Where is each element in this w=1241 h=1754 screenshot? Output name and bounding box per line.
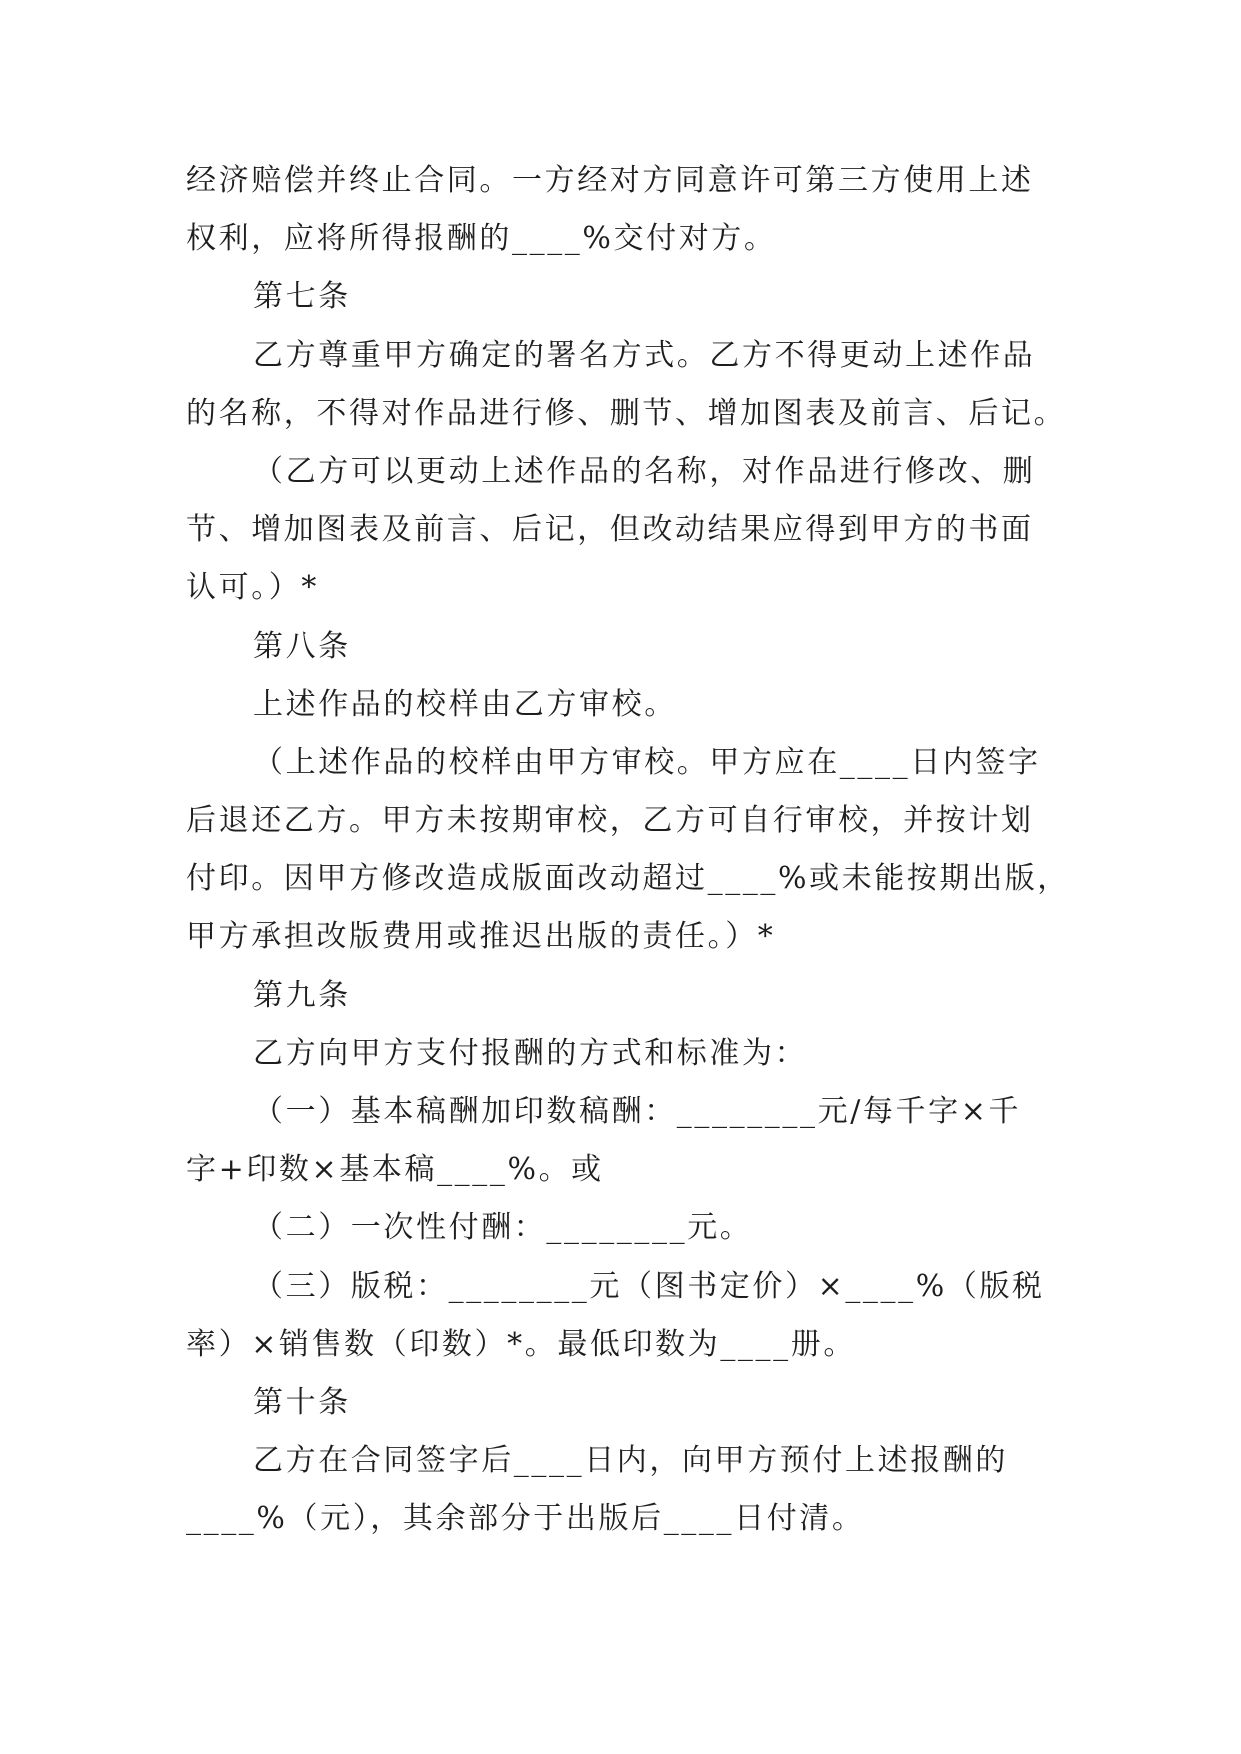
text-line: 率）×销售数（印数）*。最低印数为____册。 xyxy=(186,1326,856,1362)
text-line: 乙方尊重甲方确定的署名方式。乙方不得更动上述作品 xyxy=(253,337,1036,373)
text-line: 甲方承担改版费用或推迟出版的责任。）* xyxy=(186,919,776,955)
article-heading-10: 第十条 xyxy=(253,1384,351,1420)
text-line: 付印。因甲方修改造成版面改动超过____%或未能按期出版， xyxy=(186,861,1070,897)
text-line: 后退还乙方。甲方未按期审校，乙方可自行审校，并按计划 xyxy=(186,803,1034,839)
text-line: ____%（元），其余部分于出版后____日付清。 xyxy=(186,1501,865,1537)
text-line: （乙方可以更动上述作品的名称，对作品进行修改、删 xyxy=(253,453,1036,489)
article-heading-7: 第七条 xyxy=(253,279,351,315)
article-heading-8: 第八条 xyxy=(253,628,351,664)
text-line: 上述作品的校样由乙方审校。 xyxy=(253,686,677,722)
contract-text xyxy=(186,152,1070,1549)
text-line: 经济赔偿并终止合同。一方经对方同意许可第三方使用上述 xyxy=(186,163,1034,198)
article-heading-9: 第九条 xyxy=(253,977,351,1013)
text-line: 字+印数×基本稿____%。或 xyxy=(186,1152,604,1188)
text-line: （一）基本稿酬加印数稿酬：________元/每千字×千 xyxy=(253,1094,1022,1129)
text-line: 权利，应将所得报酬的____%交付对方。 xyxy=(186,221,777,257)
text-line: 的名称，不得对作品进行修、删节、增加图表及前言、后记。 xyxy=(186,395,1067,431)
text-line: （上述作品的校样由甲方审校。甲方应在____日内签字 xyxy=(253,744,1041,780)
text-line: （三）版税：________元（图书定价）×____%（版税 xyxy=(253,1268,1045,1304)
text-line: 乙方向甲方支付报酬的方式和标准为： xyxy=(253,1035,808,1071)
text-line: 认可。）* xyxy=(186,570,319,606)
text-line: （二）一次性付酬：________元。 xyxy=(253,1210,753,1246)
text-line: 乙方在合同签字后____日内，向甲方预付上述报酬的 xyxy=(253,1443,1008,1479)
text-line: 节、增加图表及前言、后记，但改动结果应得到甲方的书面 xyxy=(186,512,1034,548)
